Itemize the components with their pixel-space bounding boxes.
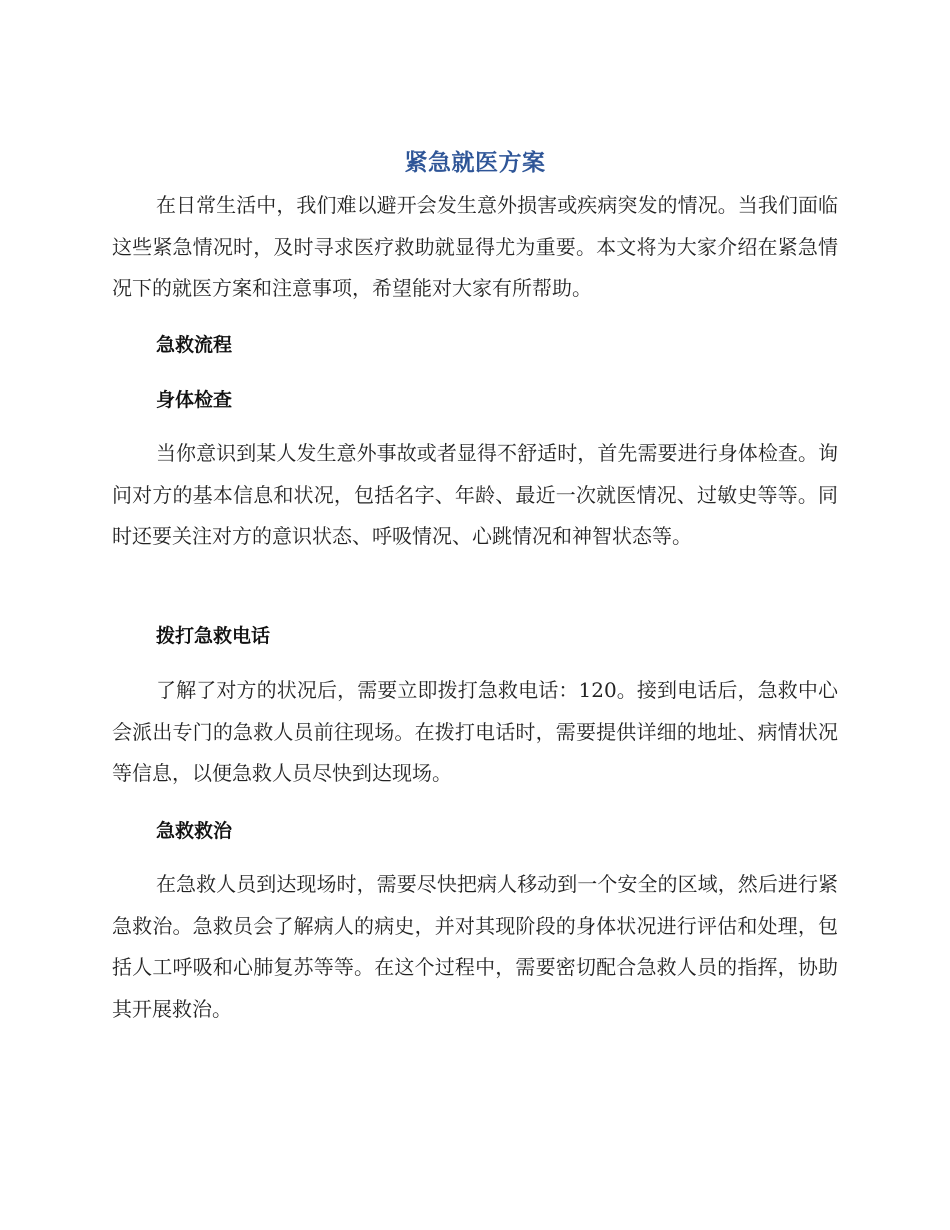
intro-paragraph: 在日常生活中，我们难以避开会发生意外损害或疾病突发的情况。当我们面临这些紧急情况时，及时寻求医疗救助就显得尤为重要。本文将为大家介绍在紧急情况下的就医方案和注意事项，希望能对大家有所帮助。 xyxy=(112,193,838,300)
document-title: 紧急就医方案 xyxy=(404,150,546,176)
section-heading-first-aid-process: 急救流程 xyxy=(156,334,233,356)
section-heading-body-check: 身体检查 xyxy=(156,389,233,411)
section-heading-emergency-treatment: 急救救治 xyxy=(156,820,233,842)
section-body-emergency-treatment: 在急救人员到达现场时，需要尽快把病人移动到一个安全的区域，然后进行紧急救治。急救员会了解病人的病史，并对其现阶段的身体状况进行评估和处理，包括人工呼吸和心肺复苏等等。在这个过程中，需要密切配合急救人员的指挥，协助其开展救治。 xyxy=(112,872,838,1021)
section-body-body-check: 当你意识到某人发生意外事故或者显得不舒适时，首先需要进行身体检查。询问对方的基本信息和状况，包括名字、年龄、最近一次就医情况、过敏史等等。同时还要关注对方的意识状态、呼吸情况、心跳情况和神智状态等。 xyxy=(112,441,838,548)
section-body-call-emergency: 了解了对方的状况后，需要立即拨打急救电话：120。接到电话后，急救中心会派出专门的急救人员前往现场。在拨打电话时，需要提供详细的地址、病情状况等信息，以便急救人员尽快到达现场。 xyxy=(112,678,838,785)
section-heading-call-emergency: 拨打急救电话 xyxy=(156,625,271,647)
